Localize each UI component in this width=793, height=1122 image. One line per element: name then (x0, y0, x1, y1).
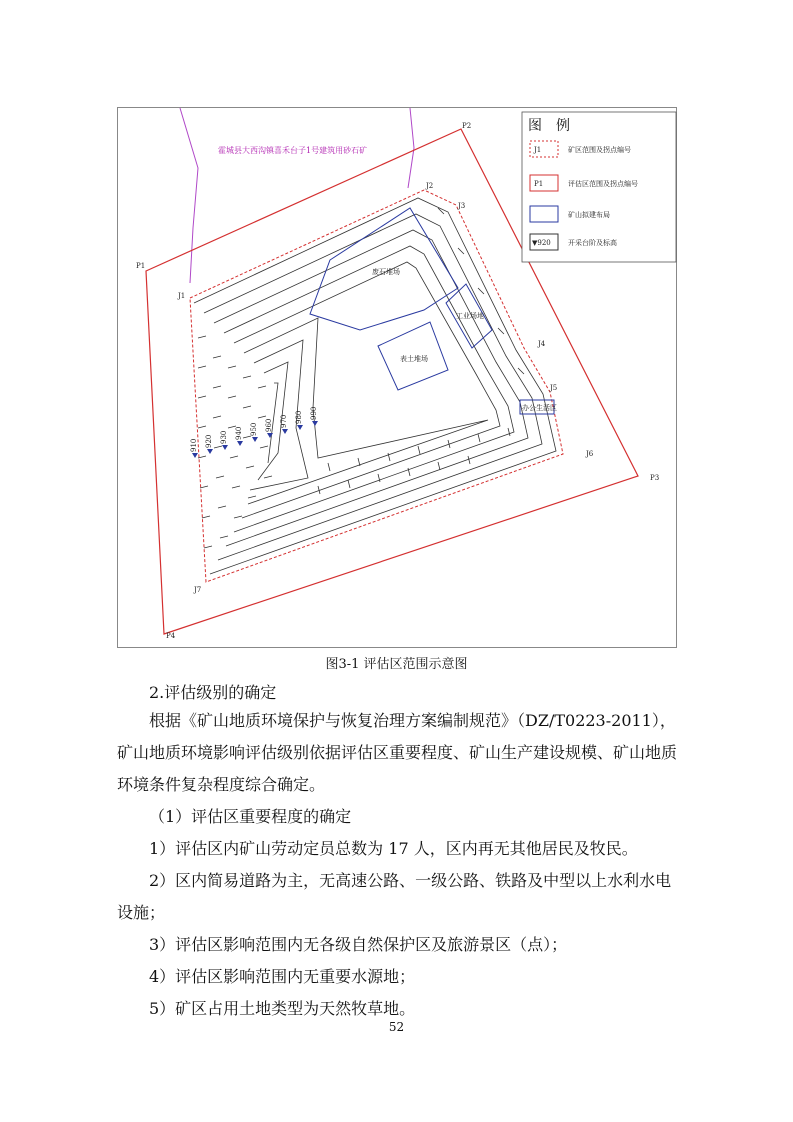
legend-label-bench: 开采台阶及标高 (568, 239, 617, 247)
point-J4: J4 (538, 340, 546, 348)
list-item-2: 2）区内简易道路为主，无高速公路、一级公路、铁路及中型以上水利水电设施； (117, 871, 672, 922)
bench-label-980: 980 (295, 410, 303, 424)
point-J2: J2 (426, 182, 434, 190)
section-heading: 2.评估级别的确定 (149, 683, 277, 702)
point-P1: P1 (136, 262, 146, 270)
point-J7: J7 (194, 586, 202, 594)
list-item-4: 4）评估区影响范围内无重要水源地； (149, 967, 416, 986)
map-title: 霍城县大西沟镇喜禾台子1号建筑用砂石矿 (218, 146, 368, 155)
bench-lines (194, 198, 556, 574)
subheading-importance: （1）评估区重要程度的确定 (149, 807, 352, 826)
list-item-3: 3）评估区影响范围内无各级自然保护区及旅游景区（点）； (149, 935, 568, 954)
legend-label-mine-boundary: 矿区范围及拐点编号 (568, 146, 631, 154)
bench-label-970: 970 (280, 414, 288, 428)
legend-symbol-bench: ▼920 (532, 239, 551, 247)
bench-label-910: 910 (190, 438, 198, 452)
point-J5: J5 (550, 384, 558, 392)
bench-label-930: 930 (220, 430, 228, 444)
figure-caption: 图3-1 评估区范围示意图 (325, 657, 468, 672)
paragraph-1: 根据《矿山地质环境保护与恢复治理方案编制规范》（DZ/T0223-2011），矿山地质环境影响评估级别依据评估区重要程度、矿山生产建设规模、矿山地质环境条件复杂程度综合确定。 (117, 711, 678, 794)
list-item-5: 5）矿区占用土地类型为天然牧草地。 (149, 999, 416, 1018)
topsoil-yard-label: 表土堆场 (400, 355, 428, 363)
legend-symbol-eval: P1 (534, 180, 544, 188)
map-canvas (118, 108, 678, 649)
bench-label-990: 990 (310, 406, 318, 420)
waste-yard-label: 废石堆场 (372, 268, 400, 276)
point-J6: J6 (586, 450, 594, 458)
legend-symbol-mine: J1 (534, 146, 542, 154)
mine-area-boundary (190, 190, 563, 582)
bench-label-920: 920 (205, 434, 213, 448)
map-figure (117, 107, 677, 648)
legend-label-layout: 矿山拟建布局 (568, 211, 610, 219)
bench-label-940: 940 (235, 426, 243, 440)
page-number: 52 (388, 1020, 405, 1034)
point-P3: P3 (650, 474, 660, 482)
bench-label-960: 960 (265, 418, 273, 432)
industrial-yard-label: 工业场地 (456, 312, 484, 320)
bench-label-950: 950 (250, 422, 258, 436)
point-J1: J1 (178, 292, 186, 300)
point-J3: J3 (458, 202, 466, 210)
bench-markers (190, 407, 318, 458)
road-line-left (180, 108, 198, 283)
legend-label-eval-boundary: 评估区范围及拐点编号 (568, 180, 638, 188)
point-P4: P4 (166, 632, 176, 640)
legend (522, 112, 676, 262)
list-item-1: 1）评估区内矿山劳动定员总数为 17 人，区内再无其他居民及牧民。 (149, 839, 638, 858)
legend-title: 图 例 (528, 118, 570, 134)
office-area-label: 办公生活区 (522, 404, 557, 412)
road-line-right (408, 108, 414, 188)
point-P2: P2 (462, 122, 472, 130)
